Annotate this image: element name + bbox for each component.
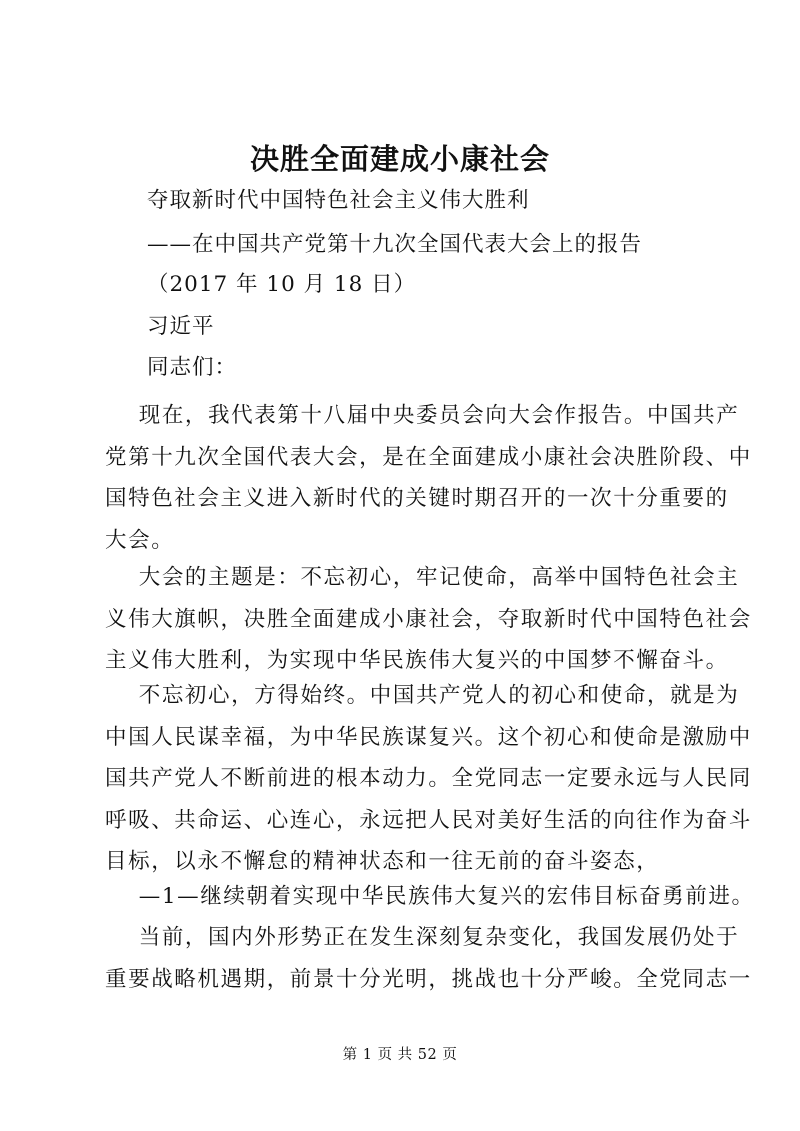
paragraph-line: 国特色社会主义进入新时代的关键时期召开的一次十分重要的 (105, 486, 729, 511)
paragraph-5 (105, 917, 752, 1000)
report-date: （2017 年 10 月 18 日） (147, 272, 417, 297)
paragraph-2 (105, 557, 752, 682)
paragraph-line: 呼吸、共命运、心连心，永远把人民对美好生活的向往作为奋斗 (105, 807, 752, 833)
page-footer: 第 1 页 共 52 页 (342, 1047, 458, 1063)
paragraph-1 (105, 395, 752, 561)
paragraph-line: 国共产党人不断前进的根本动力。全党同志一定要永远与人民同 (105, 766, 752, 791)
paragraph-line: 现在，我代表第十八届中央委员会向大会作报告。中国共产 (105, 403, 740, 428)
paragraph-line: 大会。 (105, 527, 175, 553)
subtitle-1: 夺取新时代中国特色社会主义伟大胜利 (147, 188, 530, 213)
paragraph-line: 不忘初心，方得始终。中国共产党人的初心和使命，就是为 (105, 683, 740, 708)
paragraph-line: 义伟大旗帜，决胜全面建成小康社会，夺取新时代中国特色社会 (105, 606, 752, 632)
paragraph-3 (105, 675, 752, 883)
paragraph-line: 党第十九次全国代表大会，是在全面建成小康社会决胜阶段、中 (105, 444, 752, 470)
paragraph-line: 大会的主题是：不忘初心，牢记使命，高举中国特色社会主 (105, 565, 740, 590)
paragraph-line: —1—继续朝着实现中华民族伟大复兴的宏伟目标奋勇前进。 (105, 884, 755, 909)
salutation: 同志们： (147, 355, 238, 380)
document-title: 决胜全面建成小康社会 (249, 142, 550, 176)
paragraph-4 (105, 876, 755, 918)
paragraph-line: 目标，以永不懈怠的精神状态和一往无前的奋斗姿态， (105, 849, 660, 874)
paragraph-line: 主义伟大胜利，为实现中华民族伟大复兴的中国梦不懈奋斗。 (105, 648, 729, 673)
paragraph-line: 重要战略机遇期，前景十分光明，挑战也十分严峻。全党同志一 (105, 966, 752, 992)
paragraph-line: 当前，国内外形势正在发生深刻复杂变化，我国发展仍处于 (105, 925, 740, 950)
subtitle-2: ——在中国共产党第十九次全国代表大会上的报告 (147, 232, 643, 257)
author-name: 习近平 (147, 314, 215, 339)
paragraph-line: 中国人民谋幸福，为中华民族谋复兴。这个初心和使命是激励中 (105, 724, 752, 750)
